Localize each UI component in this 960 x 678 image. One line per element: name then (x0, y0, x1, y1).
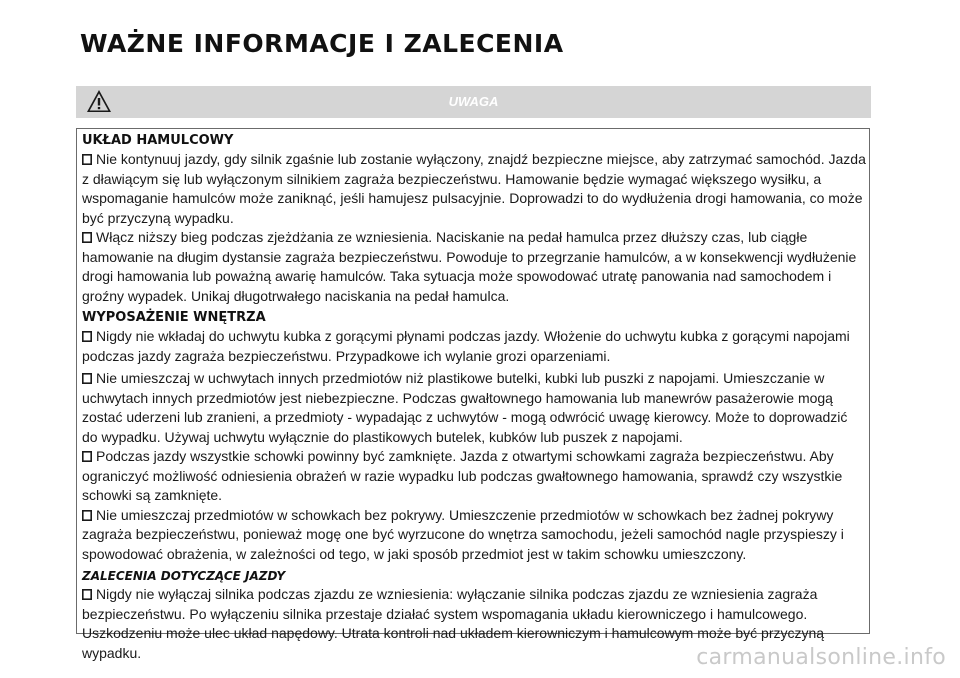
checkbox-bullet-icon (82, 154, 92, 165)
warning-banner (76, 86, 871, 118)
section-heading: ZALECENIA DOTYCZĄCE JAZDY (82, 569, 286, 583)
item-text: Nigdy nie wyłączaj silnika podczas zjazdu ze wzniesienia: wyłączanie silnika podczas zjazdu ze wzniesienia zagraża bezpieczeństwu. Po wyłączeniu silnika przestaje działać system wspomagania układu kierowniczego i hamulcowego. Uszkodzeniu może ulec układ napędowy. Utrata kontroli nad układem kierowniczym i hamulcowym może być przyczyną wypadku. (82, 586, 825, 661)
warning-label: UWAGA (448, 94, 499, 109)
warning-content-box (76, 128, 870, 661)
watermark: carmanualsonline.info (696, 645, 946, 670)
list-item (82, 506, 866, 565)
item-text: Nie kontynuuj jazdy, gdy silnik zgaśnie lub zostanie wyłączony, znajdź bezpieczne miejsce, aby zatrzymać samochód. Jazda z dławiącym się lub wyłączonym silnikiem zagraża bezpieczeństwu. Hamowanie będzie wymagać większego wysiłku, a wspomaganie hamulców może zaniknąć, jeśli hamujesz pulsacyjnie. Doprowadzi to do wydłużenia drogi hamowania, co może być przyczyną wypadku. (82, 151, 866, 226)
checkbox-bullet-icon (82, 331, 92, 342)
list-item (82, 327, 866, 366)
checkbox-bullet-icon (82, 510, 92, 521)
section-braking-system (82, 132, 866, 306)
item-text: Nie umieszczaj przedmiotów w schowkach bez pokrywy. Umieszczenie przedmiotów w schowkach bez żadnej pokrywy zagraża bezpieczeństwu, ponieważ mogę one być wyrzucone do wnętrza samochodu, jeżeli samochód nagle przyspieszy i spowodować obrażenia, w zależności od tego, w jaki sposób przedmiot jest w takim schowku umieszczony. (82, 506, 844, 562)
list-item (82, 228, 866, 306)
section-interior-equipment (82, 309, 866, 564)
section-heading: WYPOSAŻENIE WNĘTRZA (82, 310, 266, 325)
list-item (82, 447, 866, 506)
checkbox-bullet-icon (82, 373, 92, 384)
checkbox-bullet-icon (82, 451, 92, 462)
list-item (82, 150, 866, 228)
checkbox-bullet-icon (82, 232, 92, 243)
checkbox-bullet-icon (82, 589, 92, 600)
item-text: Włącz niższy bieg podczas zjeżdżania ze wzniesienia. Naciskanie na pedał hamulca przez dłuższy czas, lub ciągłe hamowanie na długim dystansie zagraża bezpieczeństwu. Powoduje to przegrzanie hamulców, a w konsekwencji wydłużenie drogi hamowania lub poważną awarię hamulców. Taka sytuacja może spowodować utratę panowania nad samochodem i groźny wypadek. Unikaj długotrwałego naciskania na pedał hamulca. (82, 229, 857, 304)
item-text: Nie umieszczaj w uchwytach innych przedmiotów niż plastikowe butelki, kubki lub puszki z napojami. Umieszczanie w uchwytach innych przedmiotów jest niebezpieczne. Podczas gwałtownego hamowania lub manewrów pasażerowie mogą zostać uderzeni lub zranieni, a przedmioty - wypadając z uchwytów - mogą odwrócić uwagę kierowcy. Może to doprowadzić do wypadku. Używaj uchwytu wyłącznie do plastikowych butelek, kubków lub puszek z napojami. (82, 370, 848, 445)
item-text: Podczas jazdy wszystkie schowki powinny być zamknięte. Jazda z otwartymi schowkami zagraża bezpieczeństwu. Aby ograniczyć możliwość odniesienia obrażeń w razie wypadku lub podczas gwałtownego hamowania, sprawdź czy wszystkie schowki są zamknięte. (82, 448, 843, 503)
item-text: Nigdy nie wkładaj do uchwytu kubka z gorącymi płynami podczas jazdy. Włożenie do uchwytu kubka z gorącymi napojami podczas jazdy zagraża bezpieczeństwu. Przypadkowe ich wylanie grozi oparzeniami. (82, 328, 850, 364)
page-title: WAŻNE INFORMACJE I ZALECENIA (80, 29, 564, 58)
list-item (82, 369, 866, 447)
section-heading: UKŁAD HAMULCOWY (82, 133, 234, 148)
